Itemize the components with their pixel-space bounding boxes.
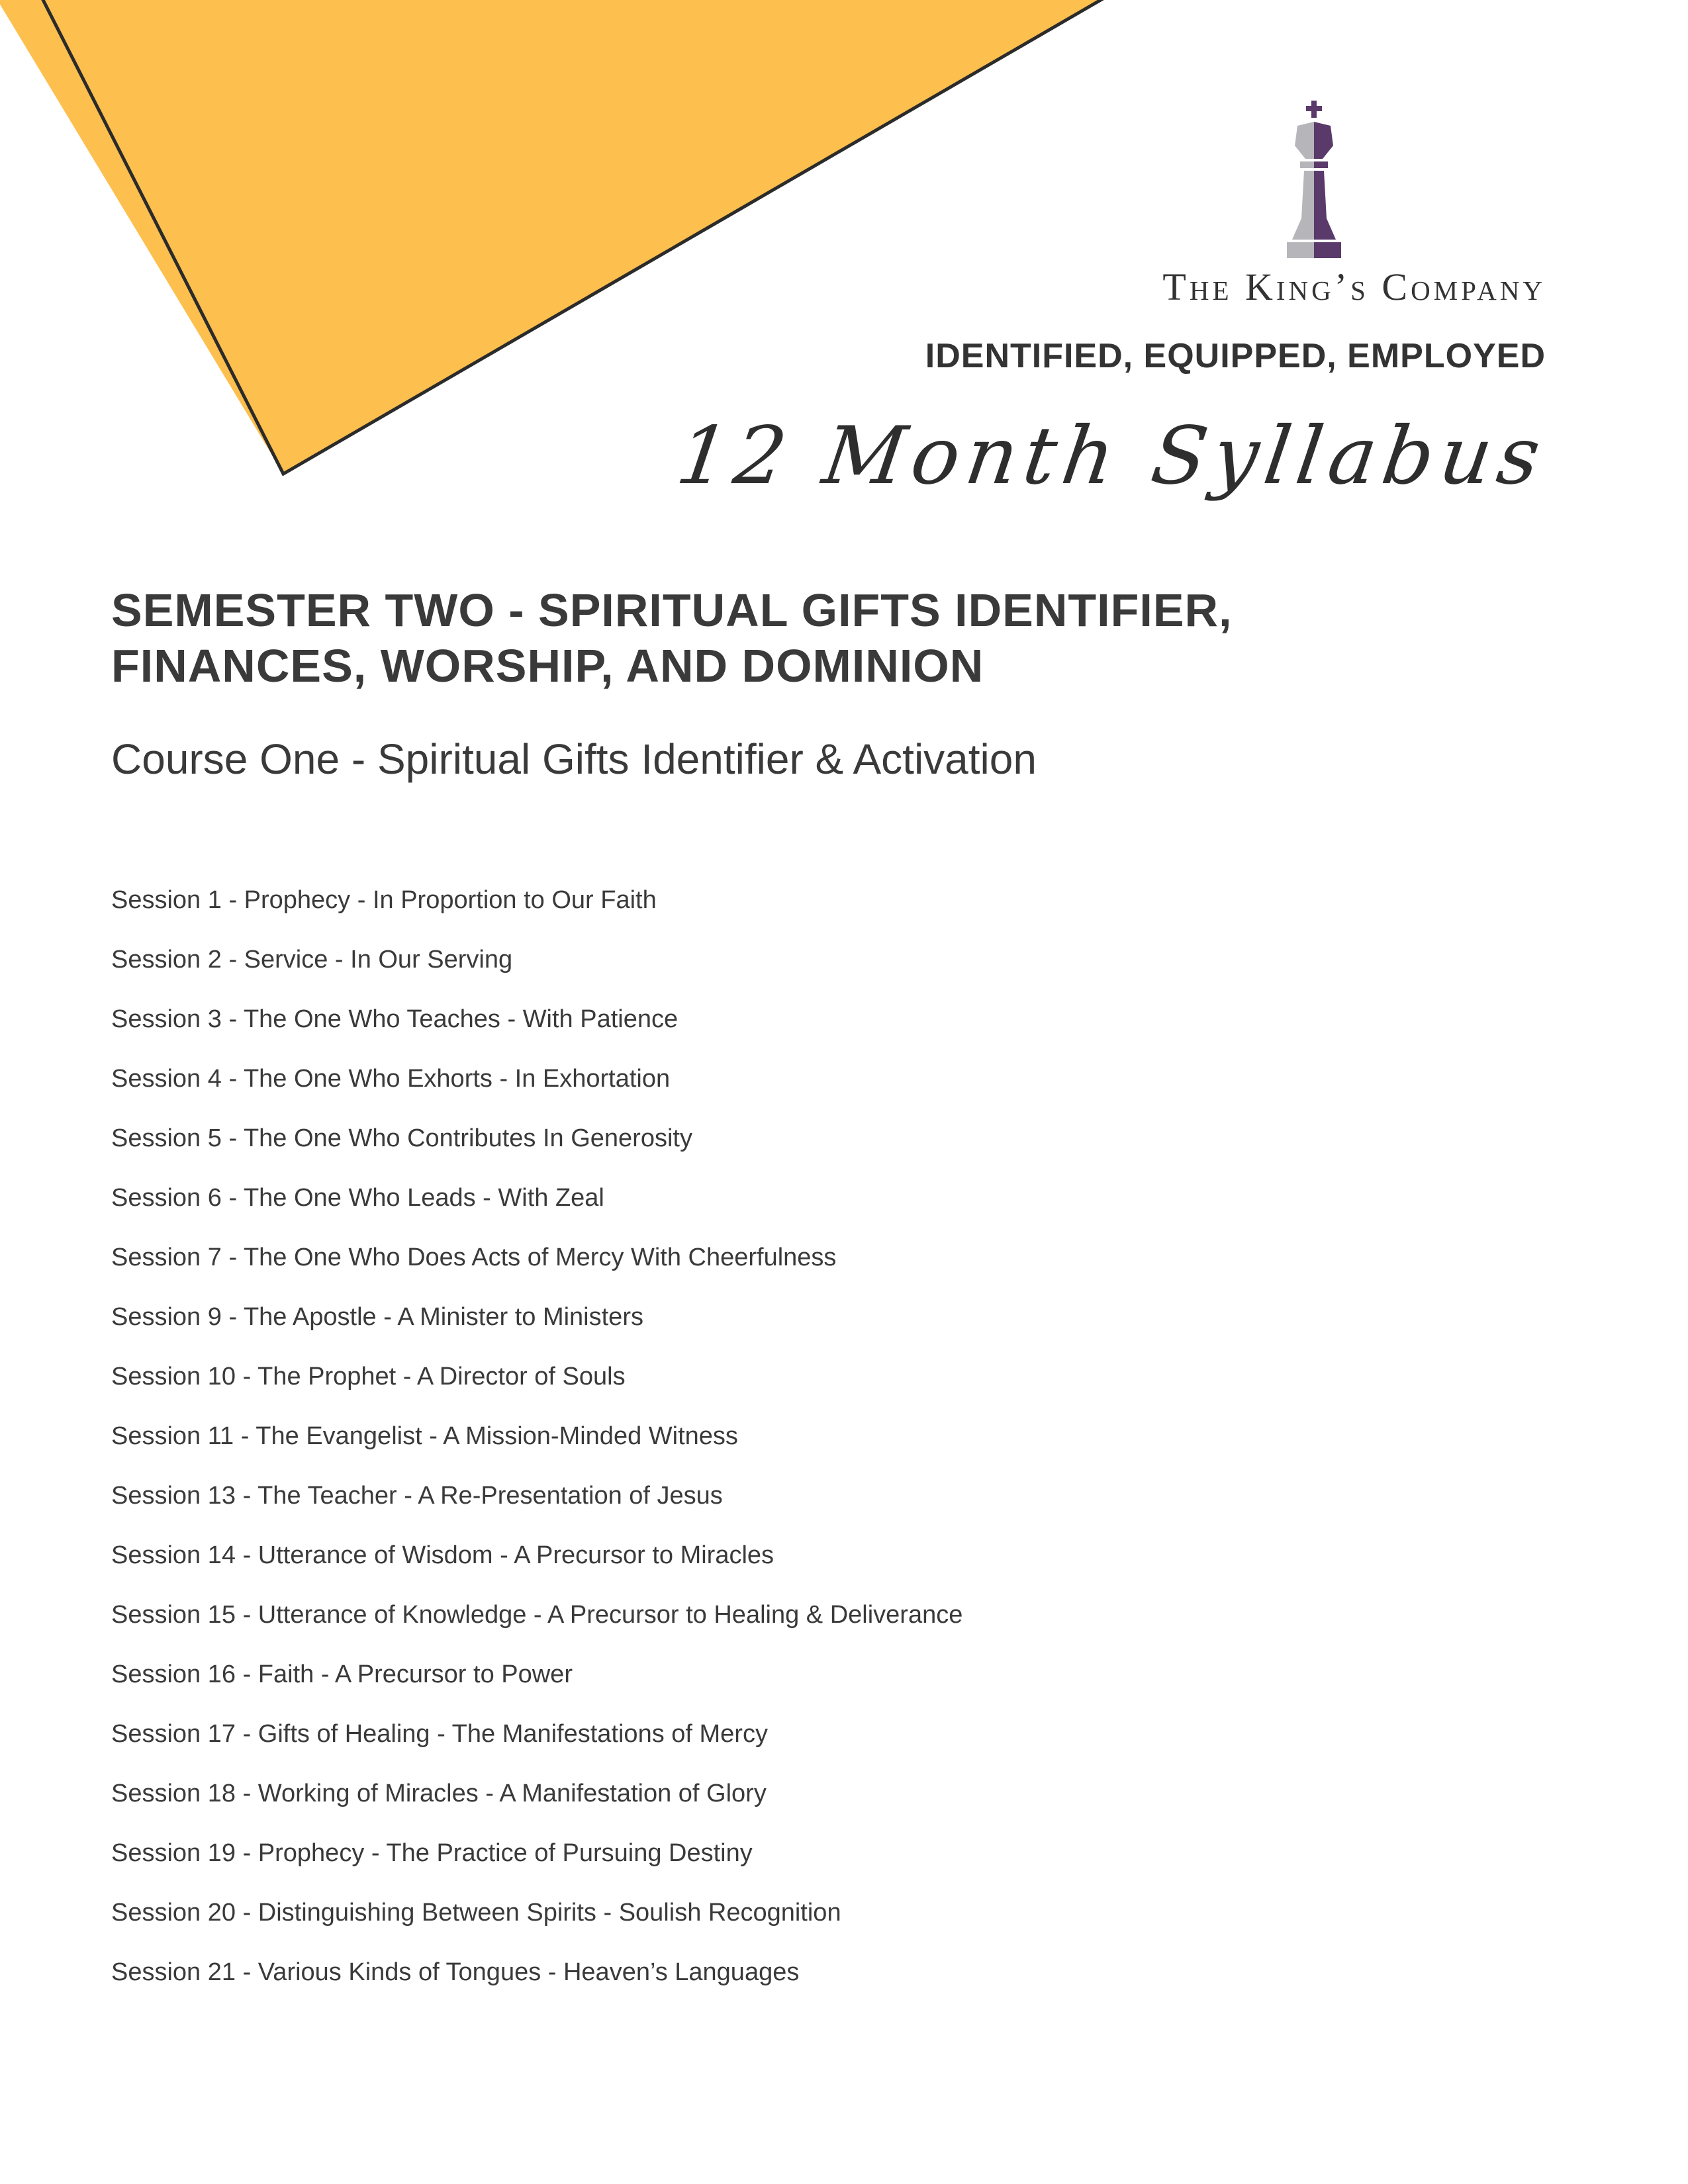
triangle-shape xyxy=(0,0,1112,474)
session-item: Session 20 - Distinguishing Between Spirits - Soulish Recognition xyxy=(111,1899,841,1927)
brand-tagline: IDENTIFIED, EQUIPPED, EMPLOYED xyxy=(925,337,1546,375)
session-item: Session 16 - Faith - A Precursor to Power xyxy=(111,1661,573,1688)
session-item: Session 9 - The Apostle - A Minister to Ministers xyxy=(111,1303,643,1331)
chess-king-icon xyxy=(1278,99,1350,265)
session-item: Session 2 - Service - In Our Serving xyxy=(111,946,513,974)
session-item: Session 21 - Various Kinds of Tongues - Heaven’s Languages xyxy=(111,1958,800,1986)
session-item: Session 18 - Working of Miracles - A Manifestation of Glory xyxy=(111,1780,767,1807)
session-item: Session 11 - The Evangelist - A Mission-Minded Witness xyxy=(111,1422,738,1450)
session-item: Session 1 - Prophecy - In Proportion to Our Faith xyxy=(111,886,657,914)
session-item: Session 10 - The Prophet - A Director of Souls xyxy=(111,1363,626,1390)
session-item: Session 15 - Utterance of Knowledge - A Precursor to Healing & Deliverance xyxy=(111,1601,963,1629)
session-item: Session 7 - The One Who Does Acts of Mercy With Cheerfulness xyxy=(111,1244,837,1271)
session-item: Session 6 - The One Who Leads - With Zeal xyxy=(111,1184,604,1212)
session-item: Session 19 - Prophecy - The Practice of Pursuing Destiny xyxy=(111,1839,753,1867)
semester-heading-line-2: FINANCES, WORSHIP, AND DOMINION xyxy=(111,640,984,692)
session-item: Session 17 - Gifts of Healing - The Manifestations of Mercy xyxy=(111,1720,768,1748)
session-item: Session 4 - The One Who Exhorts - In Exhortation xyxy=(111,1065,671,1093)
course-title: Course One - Spiritual Gifts Identifier & Activation xyxy=(111,735,1037,783)
script-title: 12 Month Syllabus xyxy=(671,410,1552,502)
session-item: Session 14 - Utterance of Wisdom - A Precursor to Miracles xyxy=(111,1541,774,1569)
session-item: Session 5 - The One Who Contributes In Generosity xyxy=(111,1124,692,1152)
semester-heading-line-1: SEMESTER TWO - SPIRITUAL GIFTS IDENTIFIER, xyxy=(111,584,1233,636)
session-list xyxy=(111,884,962,2016)
semester-heading xyxy=(111,582,1501,694)
session-item: Session 3 - The One Who Teaches - With Patience xyxy=(111,1005,679,1033)
brand-name: The King’s Company xyxy=(1162,265,1546,308)
session-item: Session 13 - The Teacher - A Re-Presentation of Jesus xyxy=(111,1482,723,1510)
